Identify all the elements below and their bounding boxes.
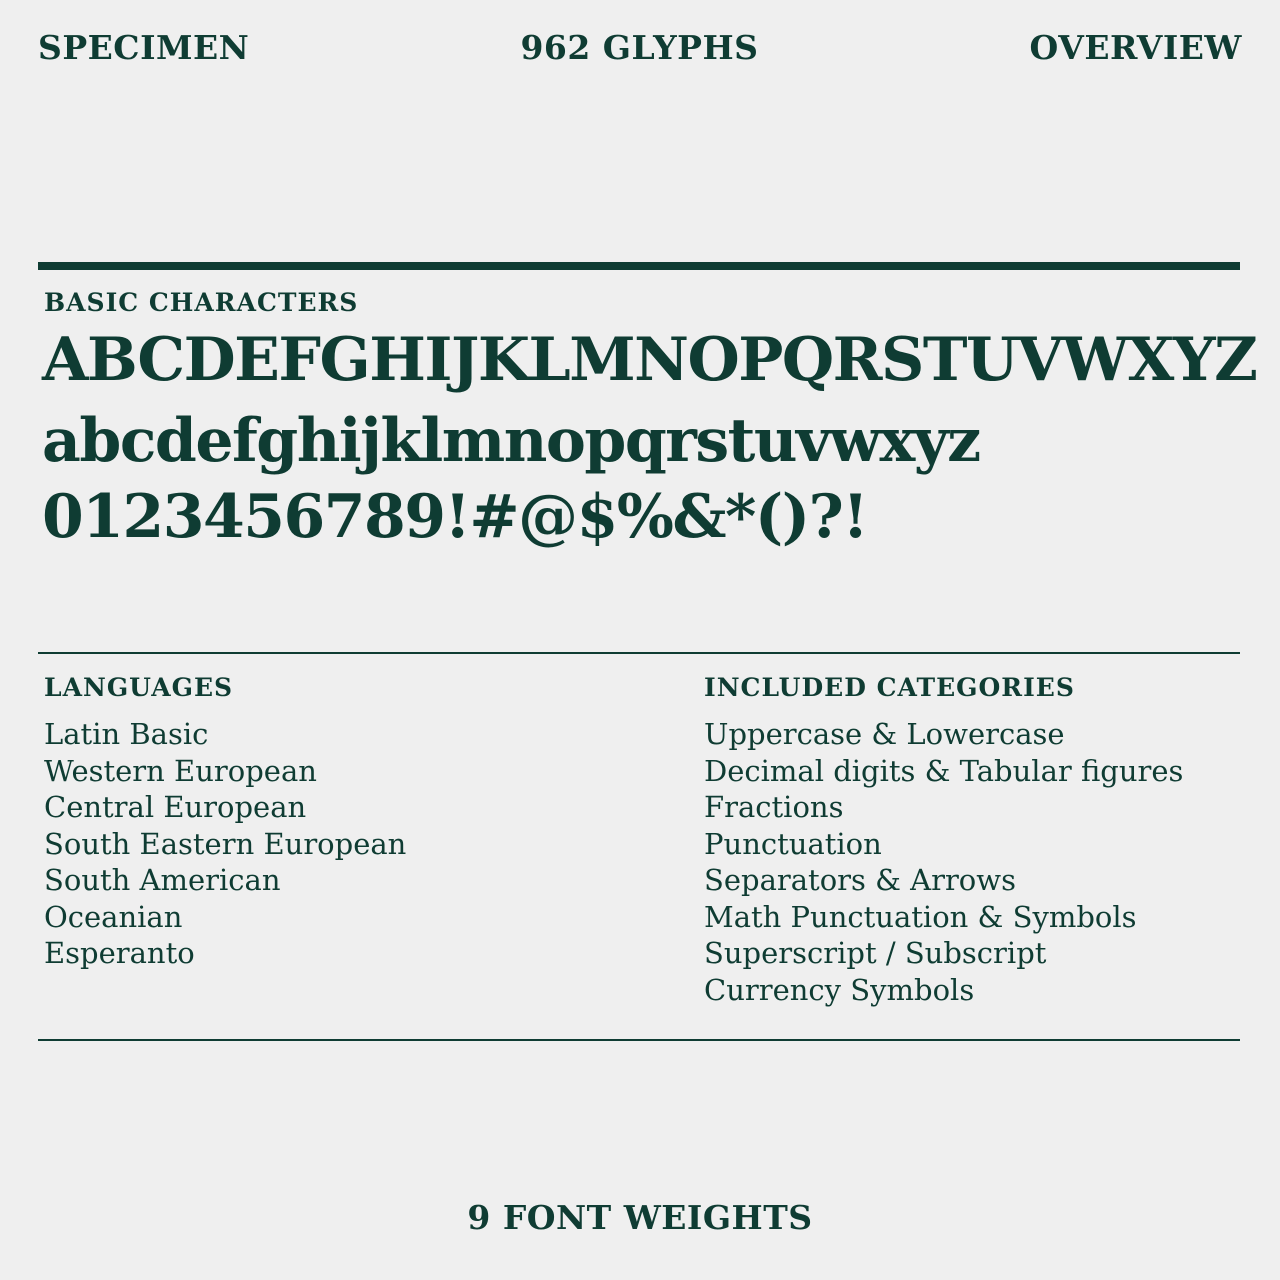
list-item: Superscript / Subscript bbox=[704, 936, 1047, 970]
divider-thick bbox=[38, 262, 1240, 270]
header-overview: OVERVIEW bbox=[1029, 28, 1242, 67]
basic-characters-label: BASIC CHARACTERS bbox=[44, 288, 359, 317]
list-item: Oceanian bbox=[44, 899, 183, 934]
uppercase-glyphs: ABCDEFGHIJKLMNOPQRSTUVWXYZ bbox=[42, 325, 1257, 395]
header-glyph-count: 962 GLYPHS bbox=[520, 28, 759, 67]
list-item: South Eastern European bbox=[44, 826, 407, 861]
list-item: Central European bbox=[44, 790, 307, 824]
header-specimen: SPECIMEN bbox=[38, 28, 250, 67]
list-item: Punctuation bbox=[704, 826, 882, 861]
top-header bbox=[38, 28, 1242, 68]
list-item: Separators & Arrows bbox=[704, 863, 1016, 897]
list-item: Currency Symbols bbox=[704, 972, 975, 1007]
list-item: Esperanto bbox=[44, 936, 195, 970]
divider-top bbox=[38, 652, 1240, 654]
languages-label: LANGUAGES bbox=[44, 673, 234, 702]
list-item: Uppercase & Lowercase bbox=[704, 717, 1065, 751]
list-item: Math Punctuation & Symbols bbox=[704, 899, 1137, 934]
categories-list bbox=[704, 716, 1183, 1008]
lowercase-glyphs: abcdefghijklmnopqrstuvwxyz bbox=[42, 406, 980, 476]
font-weights-footer: 9 FONT WEIGHTS bbox=[467, 1198, 813, 1237]
languages-list bbox=[44, 716, 406, 972]
list-item: Fractions bbox=[704, 790, 844, 824]
list-item: Latin Basic bbox=[44, 717, 209, 751]
list-item: South American bbox=[44, 863, 281, 897]
categories-label: INCLUDED CATEGORIES bbox=[704, 673, 1075, 702]
list-item: Decimal digits & Tabular figures bbox=[704, 753, 1184, 788]
list-item: Western European bbox=[44, 753, 317, 788]
divider-bottom bbox=[38, 1039, 1240, 1041]
digits-symbols-glyphs: 0123456789!#@$%&*()?! bbox=[42, 482, 868, 552]
